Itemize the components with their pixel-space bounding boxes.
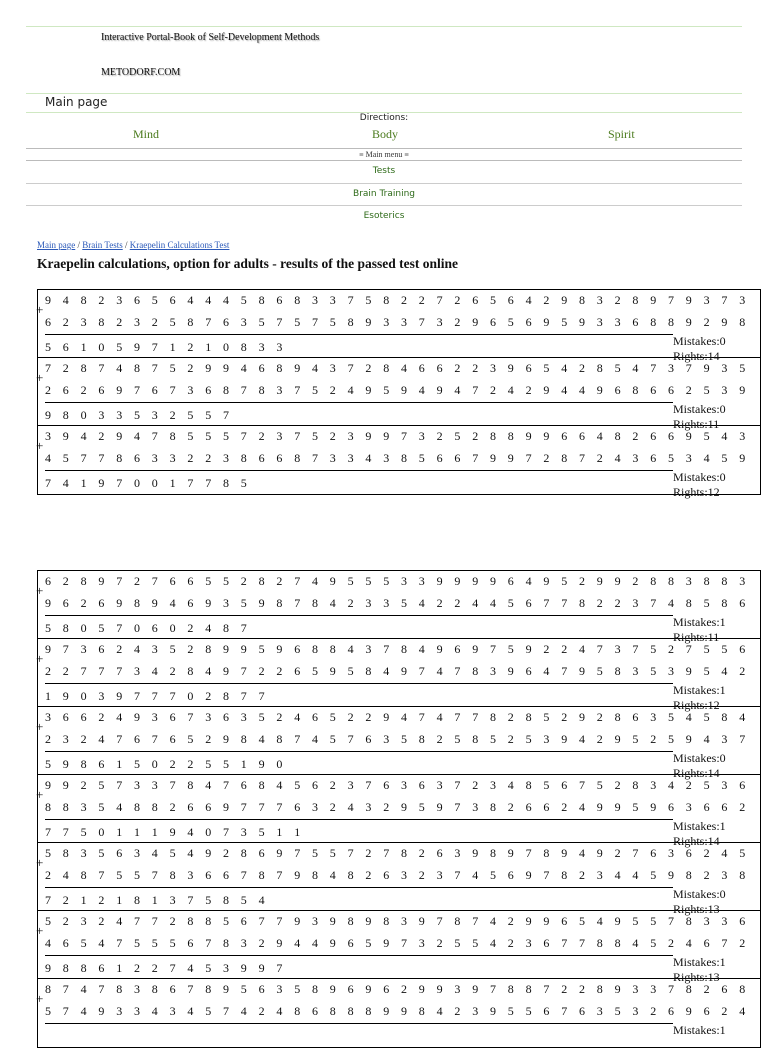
top-digits-row: 5 2 3 2 4 7 7 2 8 8 5 6 7 7 9 3 9 8 9 8 3 9 7 8 7 4 2 9 9 6 5 4 9 5 5 7 8 3 3 6 xyxy=(45,914,750,928)
top-digits-row: 9 7 3 6 2 4 3 5 2 8 9 9 5 9 6 8 8 4 3 7 8 4 9 6 9 7 5 9 2 2 4 7 3 7 5 2 7 5 5 6 xyxy=(45,642,750,656)
sum-line xyxy=(45,955,673,956)
directions-label: Directions: xyxy=(359,113,409,123)
answer-digits-row: 5 9 8 6 1 5 0 2 2 5 5 1 9 0 xyxy=(45,757,287,771)
rights-count: Rights:11 xyxy=(673,417,720,431)
breadcrumb-kraepelin-test[interactable]: Kraepelin Calculations Test xyxy=(129,240,230,250)
page-title: Kraepelin calculations, option for adults - results of the passed test online xyxy=(37,256,459,271)
header-bottom-divider xyxy=(26,93,742,94)
sum-line xyxy=(45,402,673,403)
mistakes-count: Mistakes:1 xyxy=(673,615,726,629)
top-digits-row: 8 7 4 7 8 3 8 6 7 8 9 5 6 3 5 8 9 6 9 6 2 9 9 3 9 7 8 8 7 2 2 8 9 3 3 7 8 2 6 8 xyxy=(45,982,750,996)
site-domain[interactable]: METODORF.COM xyxy=(101,67,181,78)
bottom-digits-row: 8 8 3 5 4 8 8 2 6 6 9 7 7 7 6 3 2 4 3 2 9 5 9 7 3 8 2 6 6 2 4 9 9 5 9 6 3 6 6 2 xyxy=(45,800,750,814)
answer-digits-row: 7 7 5 0 1 1 1 9 4 0 7 3 5 1 1 xyxy=(45,825,305,839)
bottom-digits-row: 6 2 3 8 2 3 2 5 8 7 6 3 5 7 5 7 5 8 9 3 3 7 3 2 9 6 5 6 9 5 9 3 3 6 8 8 9 2 9 8 xyxy=(45,315,750,329)
mistakes-count: Mistakes:1 xyxy=(673,1023,726,1037)
bottom-digits-row: 5 7 4 9 3 3 4 3 4 5 7 4 2 4 8 6 8 8 8 9 9 8 4 2 3 9 5 5 6 7 6 3 5 3 2 6 9 6 2 4 xyxy=(45,1004,750,1018)
calc-group xyxy=(36,571,760,644)
top-digits-row: 7 2 8 7 4 8 7 5 2 9 9 4 6 8 9 4 3 7 2 8 4 6 6 2 2 3 9 6 5 4 2 8 5 4 7 3 7 9 3 5 xyxy=(45,361,750,375)
calc-group xyxy=(38,979,760,1047)
top-digits-row: 9 4 8 2 3 6 5 6 4 4 4 5 8 6 8 3 3 7 5 8 2 2 7 2 6 5 6 4 2 9 8 3 2 8 9 7 9 3 7 3 xyxy=(45,293,750,307)
plus-sign: + xyxy=(36,923,44,938)
calc-group xyxy=(36,358,760,431)
results-table xyxy=(36,289,761,499)
plus-sign: + xyxy=(36,302,44,317)
rights-count: Rights:13 xyxy=(673,970,720,984)
menu-divider xyxy=(26,205,742,206)
mistakes-count: Mistakes:1 xyxy=(673,683,726,697)
mistakes-count: Mistakes:0 xyxy=(673,334,726,348)
sum-line xyxy=(45,819,673,820)
sum-line xyxy=(45,683,673,684)
top-digits-row: 3 6 6 2 4 9 3 6 7 3 6 3 5 2 4 6 5 2 2 9 4 7 4 7 7 8 2 8 5 2 9 2 8 6 3 5 4 5 8 4 xyxy=(45,710,750,724)
calc-group xyxy=(36,843,760,916)
rights-count: Rights:14 xyxy=(673,349,720,363)
rights-count: Rights:12 xyxy=(673,698,720,712)
rights-count: Rights:14 xyxy=(673,834,720,848)
top-digits-row: 3 9 4 2 9 4 7 8 5 5 5 7 2 3 7 5 2 3 9 9 7 3 2 5 2 8 8 9 9 6 6 4 8 2 6 6 9 5 4 3 xyxy=(45,429,750,443)
bottom-digits-row: 2 4 8 7 5 5 7 8 3 6 6 7 8 7 9 8 4 8 2 6 3 2 3 7 4 5 6 9 7 8 2 3 4 4 5 9 8 2 3 8 xyxy=(45,868,750,882)
mistakes-count: Mistakes:0 xyxy=(673,470,726,484)
sum-line xyxy=(45,334,673,335)
direction-body-link[interactable]: Body xyxy=(372,127,399,141)
calc-group xyxy=(36,290,760,363)
plus-sign: + xyxy=(36,787,44,802)
plus-sign: + xyxy=(36,651,44,666)
mistakes-count: Mistakes:0 xyxy=(673,887,726,901)
calc-group xyxy=(36,911,760,984)
bottom-digits-row: 4 6 5 4 7 5 5 5 6 7 8 3 2 9 4 4 9 6 5 9 7 3 2 5 5 4 2 3 6 7 7 8 8 4 5 2 4 6 7 2 xyxy=(45,936,750,950)
sum-line xyxy=(45,887,673,888)
calc-group xyxy=(36,639,760,712)
plus-sign: + xyxy=(36,991,44,1006)
top-digits-row: 9 9 2 5 7 3 3 7 8 4 7 6 8 4 5 6 2 3 7 6 3 6 3 7 2 3 4 8 5 6 7 5 2 8 3 4 2 5 3 6 xyxy=(45,778,750,792)
results-table xyxy=(37,570,761,1048)
bottom-digits-row: 2 6 2 6 9 7 6 7 3 6 8 7 8 3 7 5 2 4 9 5 9 4 9 4 7 2 4 2 9 4 4 9 6 8 6 6 2 5 3 9 xyxy=(45,383,750,397)
plus-sign: + xyxy=(36,438,44,453)
sum-line xyxy=(45,751,673,752)
menu-divider xyxy=(26,183,742,184)
plus-sign: + xyxy=(36,583,44,598)
result-stats xyxy=(673,470,726,500)
calc-group xyxy=(36,775,760,848)
answer-digits-row: 9 8 8 6 1 2 2 7 4 5 3 9 9 7 xyxy=(45,961,287,975)
breadcrumb-brain-tests[interactable]: Brain Tests xyxy=(82,240,123,250)
bottom-digits-row: 2 2 7 7 7 3 4 2 8 4 9 7 2 2 6 5 9 5 8 4 9 7 4 7 8 3 9 6 4 7 9 5 8 3 5 3 9 5 4 2 xyxy=(45,664,750,678)
direction-spirit-link[interactable]: Spirit xyxy=(608,127,635,141)
rights-count: Rights:12 xyxy=(673,485,720,499)
main-menu-toggle[interactable]: ≡ Main menu ≡ xyxy=(26,148,742,161)
mistakes-count: Mistakes:0 xyxy=(673,751,726,765)
plus-sign: + xyxy=(36,855,44,870)
top-digits-row: 5 8 3 5 6 3 4 5 4 9 2 8 6 9 7 5 5 7 2 7 8 2 6 3 9 8 9 7 8 9 4 9 2 7 6 3 6 2 4 5 xyxy=(45,846,750,860)
answer-digits-row: 5 6 1 0 5 9 7 1 2 1 0 8 3 3 xyxy=(45,340,287,354)
sum-line xyxy=(45,470,673,471)
plus-sign: + xyxy=(36,370,44,385)
rights-count: Rights:13 xyxy=(673,902,720,916)
menu-item-esoterics[interactable]: Esoterics xyxy=(363,211,405,221)
rights-count: Rights:14 xyxy=(673,766,720,780)
breadcrumb-separator: / xyxy=(122,240,130,250)
result-stats xyxy=(673,1023,726,1038)
sum-line xyxy=(45,615,673,616)
bottom-digits-row: 9 6 2 6 9 8 9 4 6 9 3 5 9 8 7 8 4 2 3 3 5 4 2 2 4 4 5 6 7 7 8 2 2 3 7 4 8 5 8 6 xyxy=(45,596,750,610)
answer-digits-row: 9 8 0 3 3 5 3 2 5 5 7 xyxy=(45,408,234,422)
site-title[interactable]: Interactive Portal-Book of Self-Development Methods xyxy=(101,32,320,43)
mistakes-count: Mistakes:1 xyxy=(673,955,726,969)
header-top-divider xyxy=(26,26,742,27)
mistakes-count: Mistakes:1 xyxy=(673,819,726,833)
direction-mind-link[interactable]: Mind xyxy=(133,127,160,141)
answer-digits-row: 7 4 1 9 7 0 0 1 7 7 8 5 xyxy=(45,476,252,490)
answer-digits-row: 5 8 0 5 7 0 6 0 2 4 8 7 xyxy=(45,621,252,635)
main-page-link[interactable]: Main page xyxy=(45,95,108,109)
calc-group xyxy=(36,707,760,780)
answer-digits-row: 7 2 1 2 1 8 1 3 7 5 8 5 4 xyxy=(45,893,269,907)
answer-digits-row: 1 9 0 3 9 7 7 7 0 2 8 7 7 xyxy=(45,689,269,703)
bottom-digits-row: 2 3 2 4 7 6 7 6 5 2 9 8 4 8 7 4 5 7 6 3 5 8 2 5 8 5 2 5 3 9 4 2 9 5 2 5 9 4 3 7 xyxy=(45,732,750,746)
top-digits-row: 6 2 8 9 7 2 7 6 6 5 5 2 8 2 7 4 9 5 5 5 3 3 9 9 9 9 6 4 9 5 2 9 9 2 8 8 3 8 8 3 xyxy=(45,574,750,588)
bottom-digits-row: 4 5 7 7 8 6 3 3 2 2 3 8 6 6 8 7 3 3 4 3 8 5 6 6 7 9 9 7 2 8 7 2 4 3 6 5 3 4 5 9 xyxy=(45,451,750,465)
menu-item-brain-training[interactable]: Brain Training xyxy=(353,189,415,199)
plus-sign: + xyxy=(36,719,44,734)
menu-item-tests[interactable]: Tests xyxy=(372,166,396,176)
breadcrumb-main-page[interactable]: Main page xyxy=(37,240,76,250)
breadcrumb xyxy=(37,240,229,250)
mistakes-count: Mistakes:0 xyxy=(673,402,726,416)
calc-group xyxy=(36,426,760,499)
breadcrumb-separator: / xyxy=(75,240,83,250)
rights-count: Rights:11 xyxy=(673,630,720,644)
